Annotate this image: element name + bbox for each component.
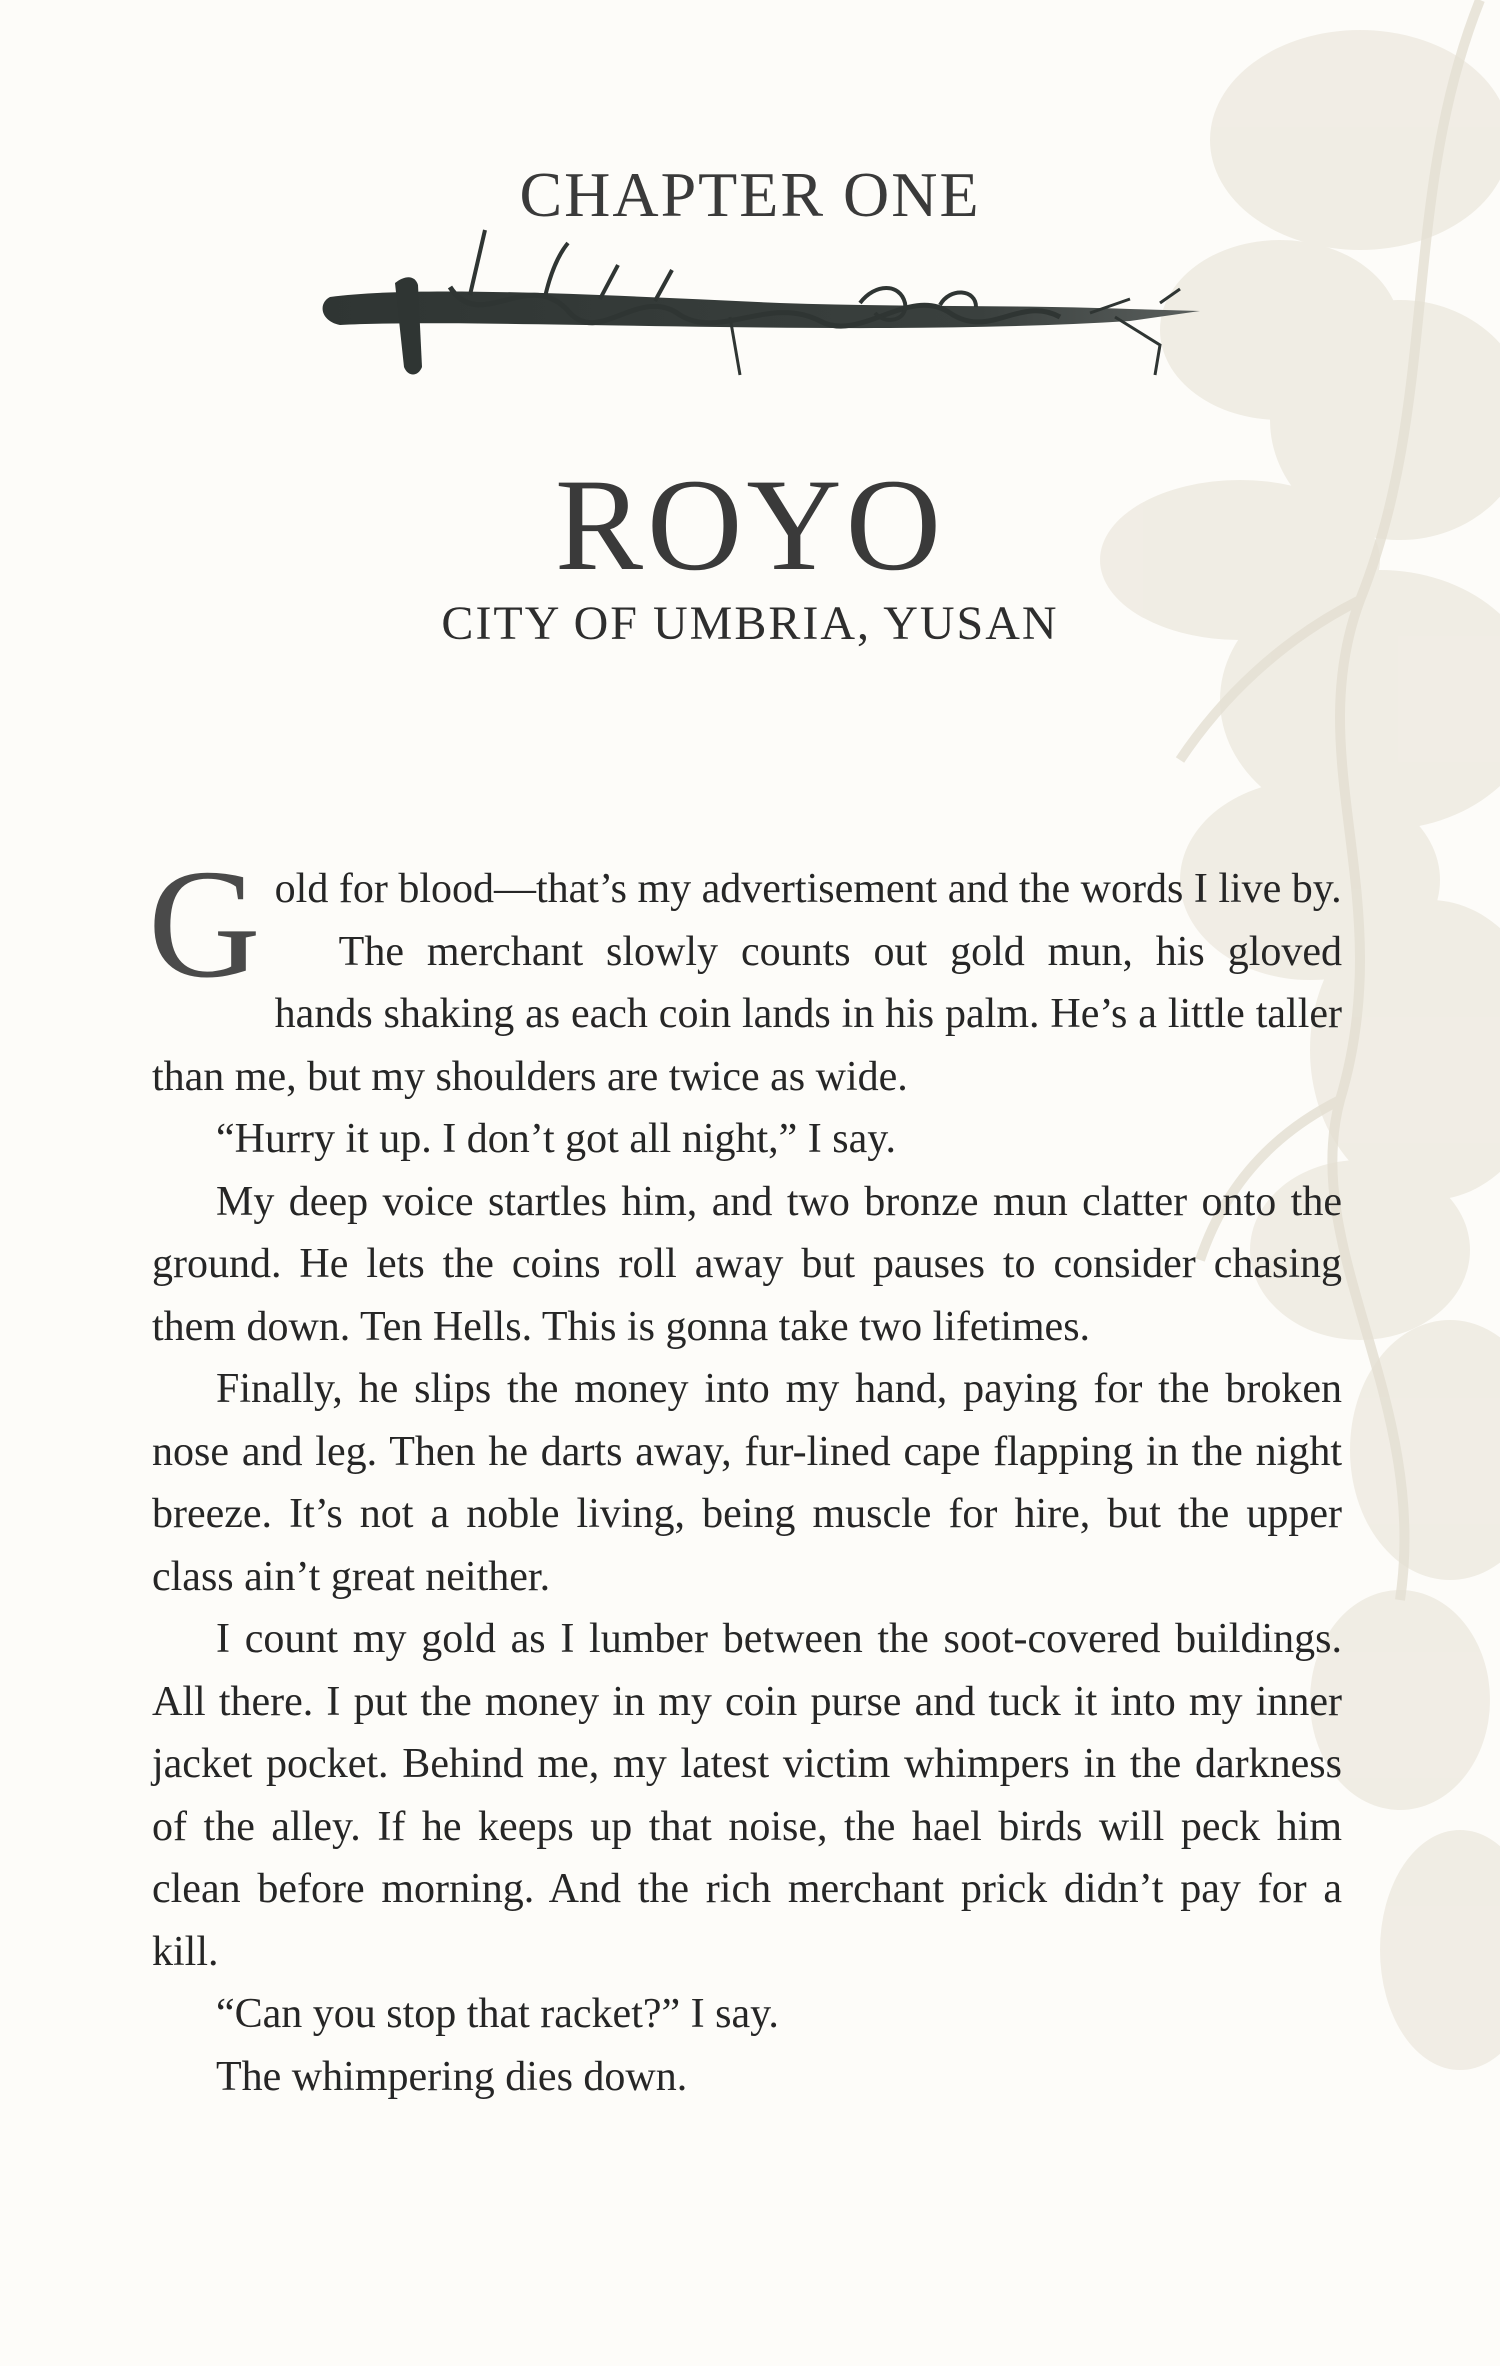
drop-cap: G [148,837,261,1010]
paragraph: The whimpering dies down. [216,2053,688,2100]
chapter-label: CHAPTER ONE [519,159,981,230]
paragraph [148,837,1342,1010]
chapter-title: ROYO [554,451,946,598]
chapter-body-text [148,837,1342,2108]
thorned-branch-ornament-icon [300,225,1220,415]
paragraph: “Can you stop that racket?” I say. [216,1991,779,2037]
paragraph: My deep voice startles him, and two bronze mun clatter onto the ground. He lets the coins roll away but pauses to consider chasing them down. Ten Hells. This is gonna take two lifetimes. [152,1178,1342,1350]
paragraph-text: old for blood—that’s my advertisement and the words I live by. [274,866,1342,912]
paragraph: I count my gold as I lumber between the soot-covered buildings. All there. I put the money in my coin purse and tuck it into my inner jacket pocket. Behind me, my latest victim whimpers in the darkness of the alley. If he keeps up that noise, the hael birds will peck him clean before morning. And the rich merchant prick didn’t pay for a kill. [152,1616,1342,1975]
paragraph: The merchant slowly counts out gold mun, his gloved hands shaking as each coin lands in his palm. He’s a little taller than me, but my shoulders are twice as wide. [152,928,1342,1100]
paragraph: Finally, he slips the money into my hand, paying for the broken nose and leg. Then he darts away, fur-lined cape flapping in the night breeze. It’s not a noble living, being muscle for hire, but the upper class ain’t great neither. [152,1366,1342,1600]
chapter-location: CITY OF UMBRIA, YUSAN [441,597,1059,650]
paragraph: “Hurry it up. I don’t got all night,” I say. [216,1116,897,1162]
